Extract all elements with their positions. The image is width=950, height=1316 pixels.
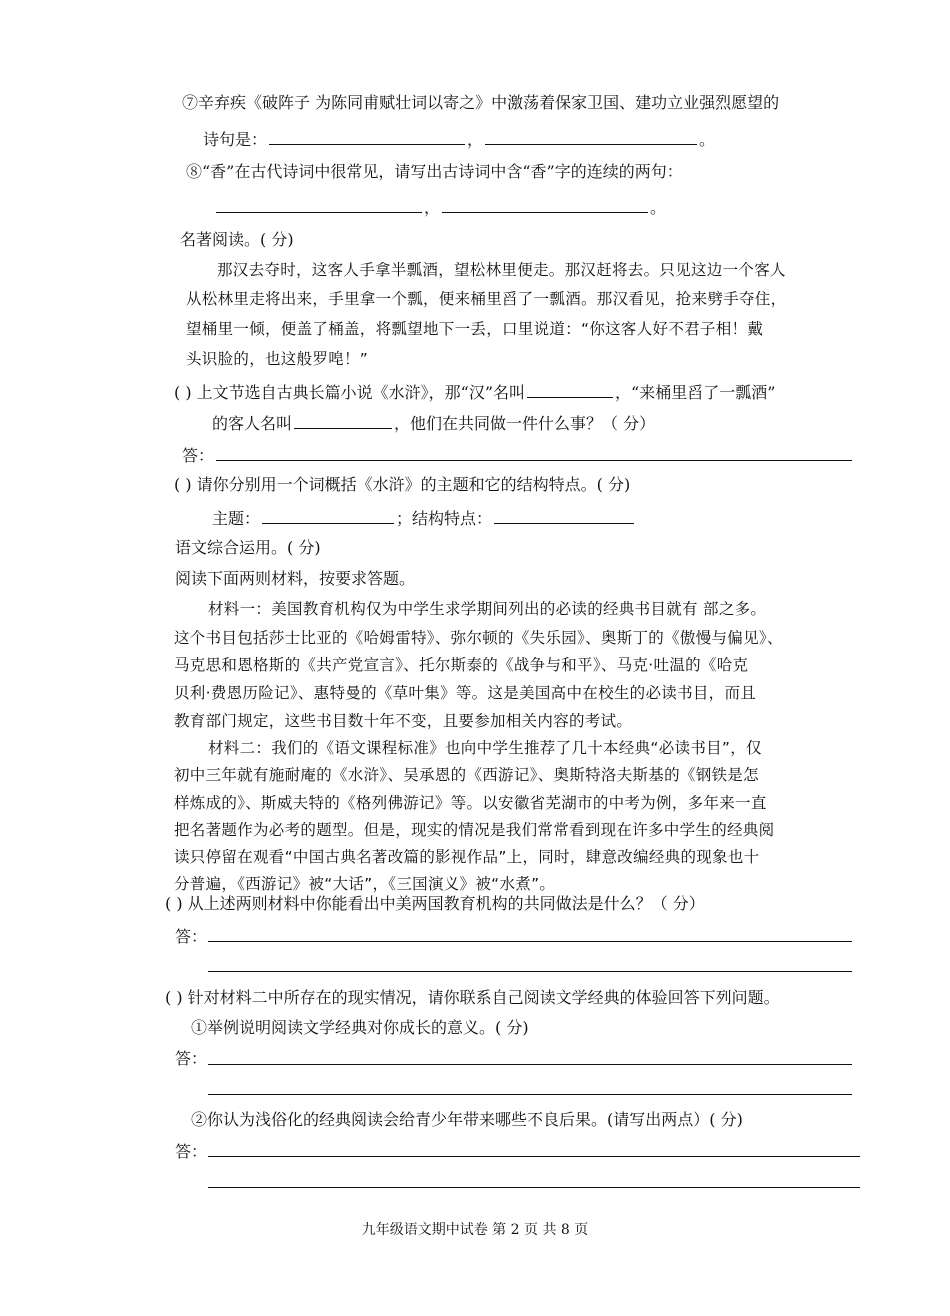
yuwen-intro: 阅读下面两则材料，按要求答题。 <box>175 569 416 588</box>
mingzhu-q2-line2 <box>212 507 636 530</box>
material1-line: 马克思和恩格斯的《共产党宣言》、托尔斯泰的《战争与和平》、马克·吐温的《哈克 <box>174 656 749 674</box>
yuwen-q2-1-answer-line-2[interactable] <box>208 1094 852 1095</box>
page-footer: 九年级语文期中试卷 第 2 页 共 8 页 <box>361 1222 589 1238</box>
material1-line: 教育部门规定，这些书目数十年不变，且要参加相关内容的考试。 <box>174 712 633 730</box>
q7-blank-1[interactable] <box>269 128 465 145</box>
q7-line2 <box>203 128 715 151</box>
yuwen-q2-2-answer-label: 答： <box>175 1142 208 1161</box>
mingzhu-passage-line: 那汉去夺时，这客人手拿半瓢酒，望松林里便走。那汉赶将去。只见这边一个客人 <box>217 261 786 279</box>
mingzhu-q2-theme-label: 主题： <box>212 509 261 528</box>
material2-line: 样炼成的》、斯威夫特的《格列佛游记》等。以安徽省芜湖市的中考为例，多年来一直 <box>174 794 767 812</box>
yuwen-q2-2-answer-line-2[interactable] <box>208 1187 860 1188</box>
q8-line2 <box>214 196 666 219</box>
mingzhu-q2-structure-label: ；结构特点： <box>396 509 493 528</box>
q7-end: 。 <box>699 130 716 149</box>
mingzhu-q1-part1: ( ) 上文节选自古典长篇小说《水浒》，那“汉”名叫 <box>174 383 526 402</box>
material2-line: 分普遍，《西游记》被“大话”，《三国演义》被“水煮”。 <box>174 875 556 893</box>
mingzhu-passage-line: 头识脸的，也这般罗唣！” <box>186 350 369 368</box>
q8-blank-1[interactable] <box>216 196 422 213</box>
mingzhu-q1-answer-label: 答： <box>182 446 215 465</box>
mingzhu-q1-blank-1[interactable] <box>527 381 613 398</box>
mingzhu-q1-blank-2[interactable] <box>294 412 392 429</box>
mingzhu-q2-text: ( ) 请你分别用一个词概括《水浒》的主题和它的结构特点。( 分) <box>174 475 631 494</box>
yuwen-heading: 语文综合运用。( 分) <box>175 538 321 557</box>
q8-end: 。 <box>650 198 667 217</box>
yuwen-q2-2: ②你认为浅俗化的经典阅读会给青少年带来哪些不良后果。(请写出两点）( 分) <box>191 1110 743 1129</box>
yuwen-q2-1-answer-line-1[interactable] <box>208 1064 852 1065</box>
yuwen-q1-answer-line-2[interactable] <box>208 971 852 972</box>
q8-blank-2[interactable] <box>442 196 648 213</box>
theme-blank[interactable] <box>262 507 394 524</box>
structure-blank[interactable] <box>494 507 634 524</box>
yuwen-q1-answer-line-1[interactable] <box>208 941 852 942</box>
yuwen-q2-2-answer-line-1[interactable] <box>208 1156 860 1157</box>
mingzhu-q1-line2 <box>212 412 655 435</box>
q7-line1: ⑦辛弃疾《破阵子 为陈同甫赋壮词以寄之》中激荡着保家卫国、建功立业强烈愿望的 <box>182 93 780 112</box>
material2-line: 初中三年就有施耐庵的《水浒》、吴承恩的《西游记》、奥斯特洛夫斯基的《钢铁是怎 <box>174 766 759 784</box>
mingzhu-passage-line: 望桶里一倾，便盖了桶盖，将瓢望地下一丢，口里说道：“你这客人好不君子相！戴 <box>186 320 764 338</box>
yuwen-q2-1-answer-label: 答： <box>175 1049 208 1068</box>
yuwen-q1-answer-label: 答： <box>175 927 208 946</box>
material2-line: 材料二：我们的《语文课程标准》也向中学生推荐了几十本经典“必读书目”，仅 <box>208 739 762 757</box>
yuwen-q2-1: ①举例说明阅读文学经典对你成长的意义。( 分) <box>191 1018 529 1037</box>
mingzhu-q1-part2: ，“来桶里舀了一瓢酒” <box>615 383 776 402</box>
material2-line: 把名著题作为必考的题型。但是，现实的情况是我们常常看到现在许多中学生的经典阅 <box>174 821 775 839</box>
material1-line: 材料一：美国教育机构仅为中学生求学期间列出的必读的经典书目就有 部之多。 <box>208 600 767 618</box>
q8-sep: ， <box>424 198 441 217</box>
mingzhu-q1-line2a: 的客人名叫 <box>212 414 293 433</box>
mingzhu-q1-answer-line[interactable] <box>216 460 852 461</box>
q8-line1: ⑧“香”在古代诗词中很常见，请写出古诗词中含“香”字的连续的两句： <box>186 162 683 181</box>
mingzhu-passage-line: 从松林里走将出来，手里拿一个瓢，便来桶里舀了一瓢酒。那汉看见，抢来劈手夺住， <box>186 290 787 308</box>
yuwen-q2: ( ) 针对材料二中所存在的现实情况，请你联系自己阅读文学经典的体验回答下列问题。 <box>165 988 780 1007</box>
material1-line: 贝利·费恩历险记》、惠特曼的《草叶集》等。这是美国高中在校生的必读书目，而且 <box>174 684 757 702</box>
q7-prefix: 诗句是： <box>203 130 268 149</box>
material1-line: 这个书目包括莎士比亚的《哈姆雷特》、弥尔顿的《失乐园》、奥斯丁的《傲慢与偏见》、 <box>174 629 783 647</box>
yuwen-q1: ( ) 从上述两则材料中你能看出中美两国教育机构的共同做法是什么？（ 分） <box>165 894 705 913</box>
material2-line: 读只停留在观看“中国古典名著改篇的影视作品”上，同时，肆意改编经典的现象也十 <box>174 848 760 866</box>
q7-blank-2[interactable] <box>485 128 697 145</box>
mingzhu-q1-line1 <box>174 381 775 404</box>
mingzhu-q1-line2b: ，他们在共同做一件什么事？（ 分） <box>394 414 656 433</box>
q7-sep: ， <box>467 130 484 149</box>
mingzhu-heading: 名著阅读。( 分) <box>180 230 294 249</box>
